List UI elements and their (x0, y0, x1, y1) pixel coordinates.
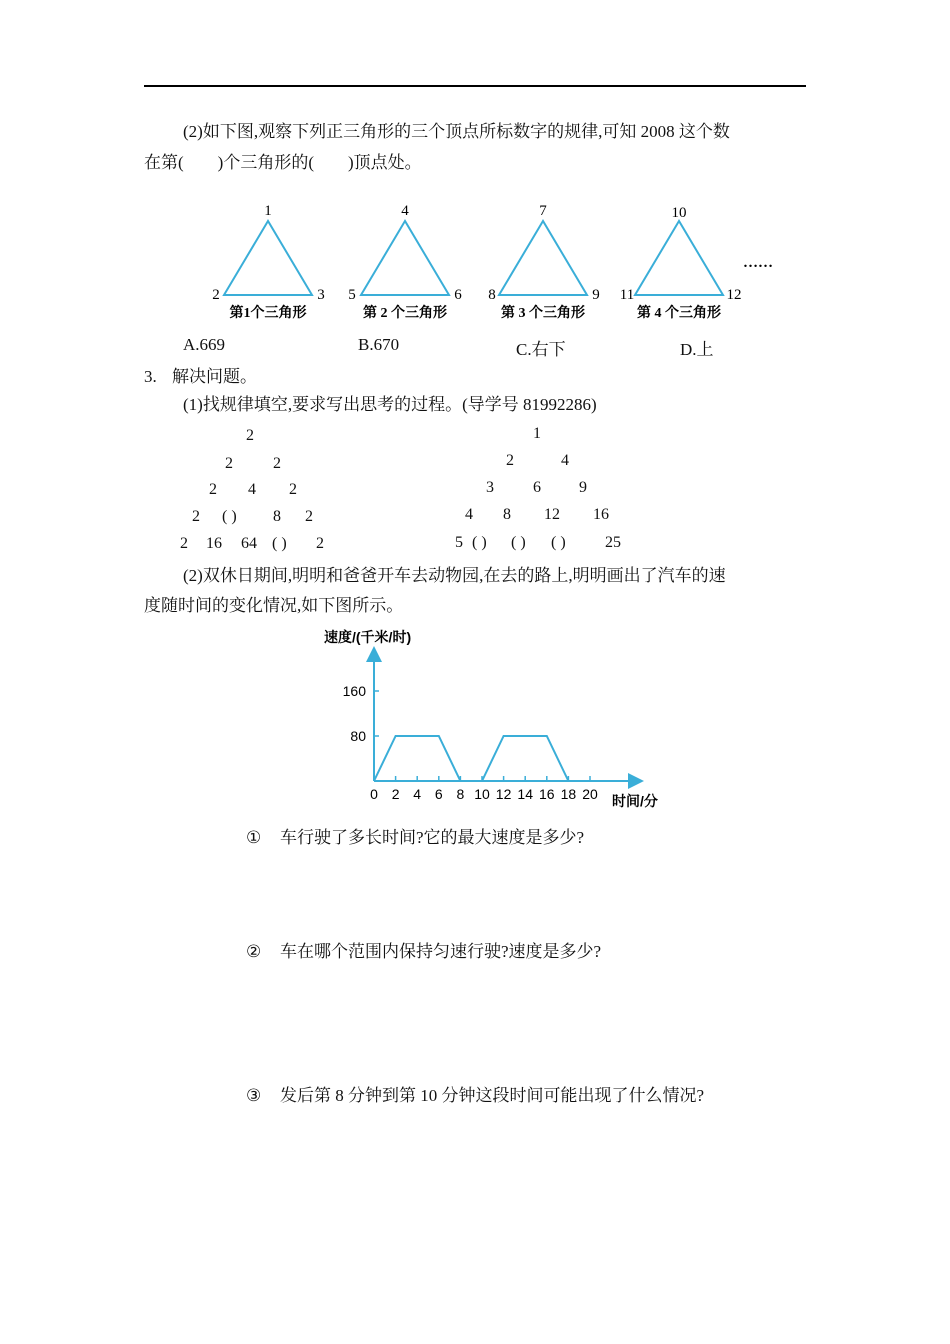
triangle-2-top: 4 (401, 203, 409, 219)
speed-time-chart (300, 620, 680, 820)
pyramid-right-cell: 2 (506, 452, 514, 469)
triangle-2-left: 5 (348, 287, 356, 303)
pyramid-left-cell: 2 (289, 481, 297, 498)
sub-question-2 (246, 937, 601, 962)
option-c: C.右下 (516, 340, 566, 359)
x-tick-label: 0 (370, 786, 378, 802)
triangle-3-top: 7 (539, 203, 547, 219)
section-3-number: 3. (144, 367, 157, 386)
sub-question-1 (246, 823, 584, 848)
x-tick-label: 8 (456, 786, 465, 802)
triangle-2 (348, 203, 462, 321)
sub-question-3-mark: ③ (246, 1086, 262, 1105)
triangle-4-left: 11 (619, 287, 635, 303)
section-3-title: 解决问题。 (172, 367, 257, 386)
sub-question-1-mark: ① (246, 828, 262, 847)
x-tick-label: 16 (539, 786, 555, 802)
triangle-4 (620, 205, 742, 321)
x-tick-label: 14 (517, 786, 533, 802)
sub-question-3-text: 发后第 8 分钟到第 10 分钟这段时间可能出现了什么情况? (280, 1086, 705, 1105)
triangle-1-caption: 第1个三角形 (229, 306, 307, 321)
y-tick-label: 160 (342, 683, 366, 699)
pyramid-left-cell: 2 (180, 535, 188, 552)
pyramid-left-cell: 2 (246, 427, 254, 444)
question-3-2-line2: 度随时间的变化情况,如下图所示。 (144, 596, 404, 615)
triangle-4-right: 12 (726, 287, 742, 303)
triangle-sequence-figure (200, 195, 790, 330)
triangle-1-left: 2 (212, 287, 220, 303)
pyramid-left-cell: 2 (209, 481, 217, 498)
question-2-line1: (2)如下图,观察下列正三角形的三个顶点所标数字的规律,可知 2008 这个数 (183, 122, 730, 141)
triangle-1-top: 1 (264, 203, 272, 219)
pyramid-right-cell: 9 (579, 479, 587, 496)
pyramid-left-cell: 2 (192, 508, 200, 525)
triangle-3-left: 8 (488, 287, 496, 303)
option-d: D.上 (680, 340, 714, 359)
triangle-2-right: 6 (454, 287, 462, 303)
x-tick-label: 2 (391, 786, 400, 802)
ellipsis: …… (743, 255, 773, 271)
pyramid-left-cell: 4 (248, 481, 256, 498)
pyramid-left-cell: 2 (305, 508, 313, 525)
question-2-line2: 在第( )个三角形的( )顶点处。 (144, 153, 422, 172)
pyramid-left-cell: 2 (273, 455, 281, 472)
triangle-4-top: 10 (671, 205, 687, 221)
y-axis-label: 速度/(千米/时) (324, 629, 412, 645)
option-b: B.670 (358, 335, 400, 354)
x-tick-label: 20 (582, 786, 598, 802)
triangle-3-caption: 第 3 个三角形 (501, 306, 585, 321)
pyramid-left-cell: 2 (225, 455, 233, 472)
pyramid-right-cell: 4 (465, 506, 473, 523)
pyramid-right-cell: 25 (605, 534, 621, 551)
pyramid-right-cell: 1 (533, 425, 541, 442)
option-a: A.669 (183, 335, 226, 354)
pyramid-right-blank: ( ) (511, 534, 526, 551)
triangle-4-caption: 第 4 个三角形 (637, 306, 721, 321)
pyramid-left-cell: 2 (316, 535, 324, 552)
sub-question-2-text: 车在哪个范围内保持匀速行驶?速度是多少? (280, 942, 602, 961)
question-3-2-line1: (2)双休日期间,明明和爸爸开车去动物园,在去的路上,明明画出了汽车的速 (183, 566, 726, 585)
speed-series-line (374, 736, 568, 781)
top-rule (144, 85, 806, 87)
pyramid-right-cell: 8 (503, 506, 511, 523)
pyramid-right-blank: ( ) (472, 534, 487, 551)
x-tick-label: 4 (413, 786, 422, 802)
pyramid-right-cell: 6 (533, 479, 541, 496)
x-axis-label: 时间/分 (612, 793, 658, 809)
triangle-3-right: 9 (592, 287, 600, 303)
y-tick-label: 80 (350, 728, 366, 744)
sub-question-3 (246, 1081, 704, 1106)
sub-question-2-mark: ② (246, 942, 262, 961)
x-tick-label: 6 (434, 786, 443, 802)
triangle-1 (212, 203, 325, 321)
x-tick-label: 18 (560, 786, 577, 802)
pyramid-right-cell: 16 (593, 506, 609, 523)
pyramid-left-blank: ( ) (222, 508, 237, 525)
triangle-2-caption: 第 2 个三角形 (363, 306, 447, 321)
pyramid-left-cell: 64 (241, 535, 257, 552)
sub-question-1-text: 车行驶了多长时间?它的最大速度是多少? (280, 828, 585, 847)
question-3-1: (1)找规律填空,要求写出思考的过程。(导学号 81992286) (183, 395, 597, 414)
triangle-3 (488, 203, 600, 321)
x-tick-label: 10 (474, 786, 490, 802)
triangle-1-right: 3 (317, 287, 325, 303)
pyramid-left-cell: 8 (273, 508, 281, 525)
pyramid-right-cell: 5 (455, 534, 463, 551)
pyramid-left-cell: 16 (206, 535, 222, 552)
x-tick-label: 12 (495, 786, 512, 802)
pyramid-right-blank: ( ) (551, 534, 566, 551)
pyramid-left-blank: ( ) (272, 535, 287, 552)
pyramid-right-cell: 4 (561, 452, 569, 469)
pyramid-right-cell: 12 (544, 506, 560, 523)
pyramid-right-cell: 3 (486, 479, 494, 496)
